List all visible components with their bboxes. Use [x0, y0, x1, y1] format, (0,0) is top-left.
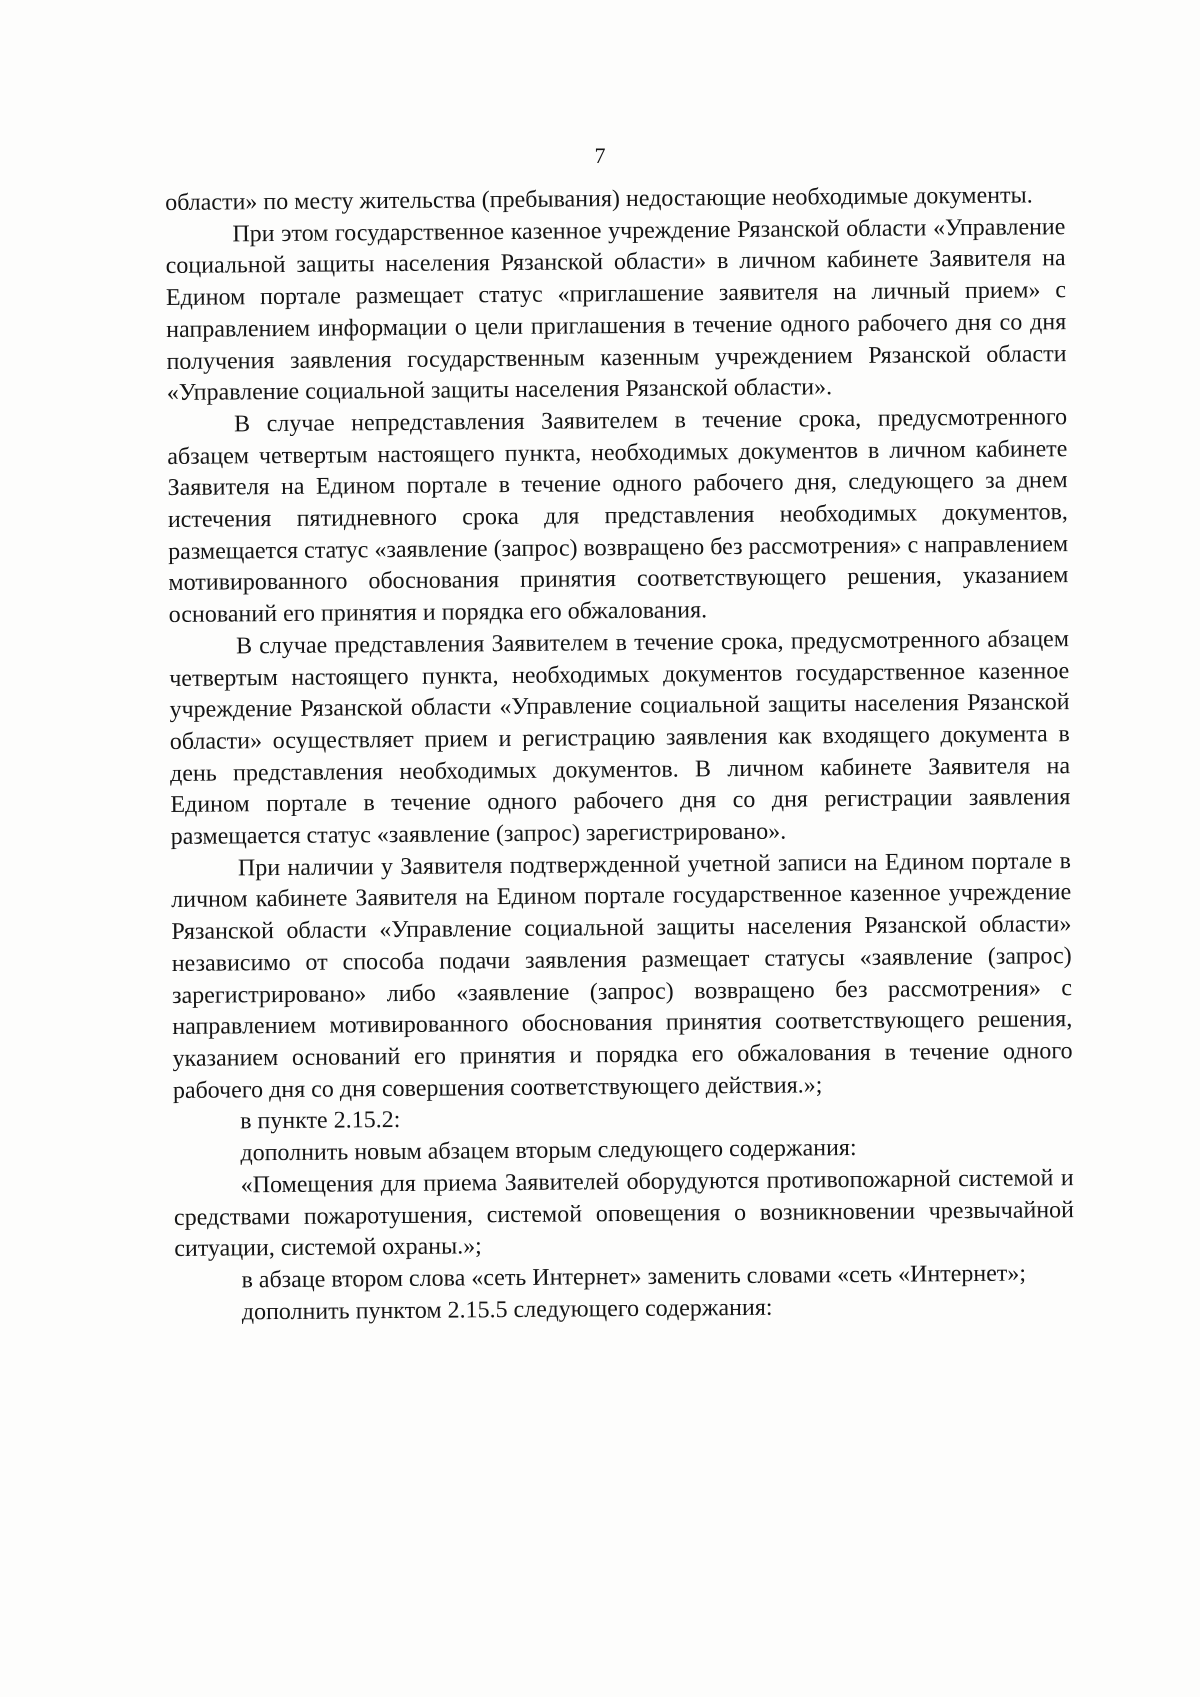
paragraph-invitation-status: При этом государственное казенное учреждение Рязанской области «Управление социальной защиты населения Рязанской области» в личном кабинете Заявителя на Едином портале размещает статус «приглашение заявителя на личный прием» с направлением информации о цели приглашения в течение одного рабочего дня со дня получения заявления государственным казенным учреждением Рязанской области «Управление социальной защиты населения Рязанской области». — [165, 213, 1067, 407]
paragraph-premises-quote: «Помещения для приема Заявителей оборудуются противопожарной системой и средствами пожаротушения, системой оповещения о возникновении чрезвычайной ситуации, системой охраны.»; — [173, 1164, 1075, 1263]
paragraph-internet-replacement: в абзаце втором слова «сеть Интернет» заменить словами «сеть «Интернет»; — [241, 1260, 1027, 1294]
paragraph-submission: В случае представления Заявителем в течение срока, предусмотренного абзацем четвертым настоящего пункта, необходимых документов государственное казенное учреждение Рязанской области «Управление социальной защиты населения Рязанской области» осуществляет прием и регистрацию заявления как входящего документа в день представления необходимых документов. В личном кабинете Заявителя на Едином портале в течение одного рабочего дня со дня регистрации заявления размещается статус «заявление (запрос) зарегистрировано». — [169, 625, 1071, 851]
paragraph-add-clause-2-15-5: дополнить пунктом 2.15.5 следующего содержания: — [241, 1294, 773, 1325]
paragraph-non-submission: В случае непредставления Заявителем в течение срока, предусмотренного абзацем четвертым настоящего пункта, необходимых документов в личном кабинете Заявителя на Едином портале в течение одного рабочего дня, следующего за днем истечения пятидневного срока для представления необходимых документов, размещается статус «заявление (запрос) возвращено без рассмотрения» с направлением мотивированного обоснования принятия соответствующего решения, указанием оснований его принятия и порядка его обжалования. — [167, 404, 1069, 629]
paragraph-clause-2-15-2: в пункте 2.15.2: — [240, 1107, 401, 1135]
paragraph-continuation: области» по месту жительства (пребывания) недостающие необходимые документы. — [165, 182, 1033, 216]
paragraph-add-second-abzac: дополнить новым абзацем вторым следующего содержания: — [240, 1135, 857, 1167]
paragraph-account-statuses: При наличии у Заявителя подтвержденной учетной записи на Едином портале в личном кабинете Заявителя на Едином портале государственное казенное учреждение Рязанской области «Управление социальной защиты населения Рязанской области» независимо от способа подачи заявления размещает статусы «заявление (запрос) зарегистрировано» либо «заявление (запрос) возвращено без рассмотрения» с направлением мотивированного обоснования принятия соответствующего решения, указанием оснований его принятия и порядка его обжалования в течение одного рабочего дня со дня совершения соответствующего действия.»; — [171, 847, 1073, 1104]
document-body — [165, 180, 1075, 1329]
page-number: 7 — [594, 143, 606, 168]
